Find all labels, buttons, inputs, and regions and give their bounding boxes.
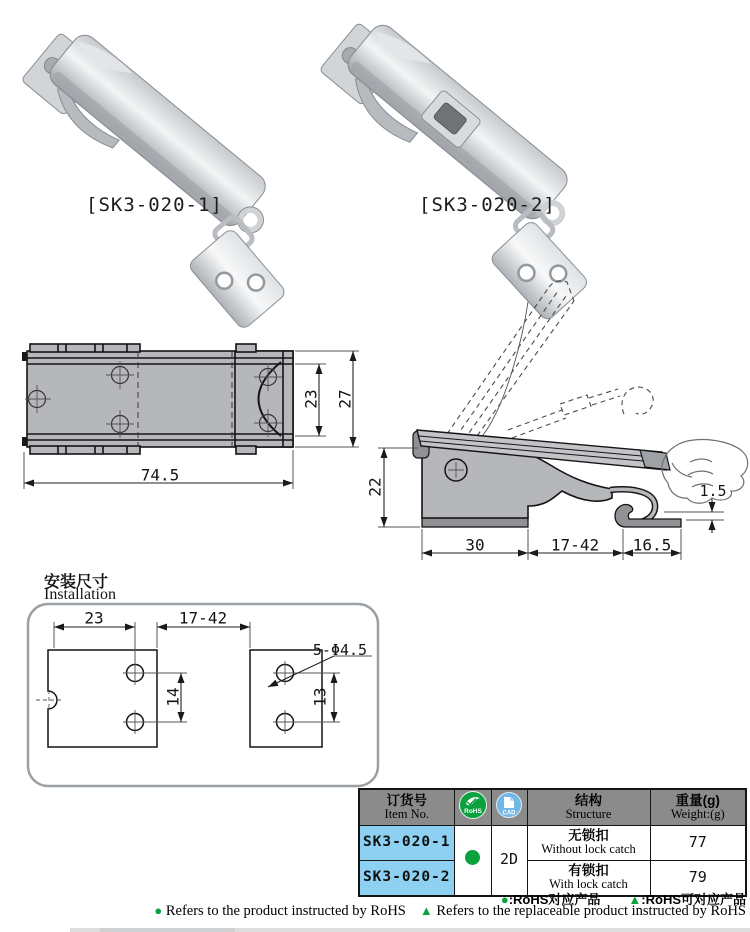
spec-table-header-row [359, 789, 746, 825]
page-bottom-edge-dark [100, 928, 235, 932]
header-structure: 结构 Structure [527, 789, 650, 825]
footnote-zh-dot-text: :RoHS对应产品 [508, 892, 601, 907]
dim-inst-left-pitch: 14 [163, 687, 183, 707]
dim-side-gap: 1.5 [699, 482, 727, 500]
footnote-en [154, 903, 746, 920]
footnote-zh-tri-text: :RoHS可对应产品 [641, 892, 746, 907]
footnote-en-dot-text: Refers to the product instructed by RoHS [165, 903, 406, 919]
structure-cell-2: 有锁扣 With lock catch [527, 860, 650, 896]
item-no-cell-1: SK3-020-1 [359, 825, 454, 860]
svg-text:CAD: CAD [502, 810, 516, 817]
product-photo-2 [288, 10, 636, 328]
dim-top-outer-height: 27 [335, 389, 355, 409]
product-label-2: [SK3-020-2] [419, 194, 556, 216]
dim-inst-hole-pitch: 23 [84, 608, 104, 628]
dim-side-base: 30 [465, 535, 485, 555]
dim-top-inner-height: 23 [301, 389, 321, 409]
green-triangle-marker-en: ▲ [419, 903, 433, 918]
footnote-en-tri-text: Refers to the replaceable product instructed by RoHS [436, 903, 746, 919]
green-triangle-marker: ▲ [628, 892, 642, 907]
structure-cell-1: 无锁扣 Without lock catch [527, 825, 650, 860]
header-item-no: 订货号 Item No. [359, 789, 454, 825]
dim-inst-right-pitch: 13 [310, 687, 330, 707]
dim-inst-hole-spec: 5-Φ4.5 [312, 641, 368, 659]
rohs-mark-cell [454, 825, 491, 896]
rohs-green-dot [465, 850, 480, 865]
dim-side-range: 17-42 [550, 535, 600, 555]
rohs-icon [458, 790, 488, 820]
dim-inst-range: 17-42 [178, 608, 228, 628]
product-label-1: [SK3-020-1] [86, 194, 223, 216]
weight-cell-1: 77 [650, 825, 746, 860]
weight-cell-2: 79 [650, 860, 746, 896]
dim-side-height: 22 [365, 477, 385, 497]
dim-side-catch: 16.5 [632, 535, 672, 555]
item-no-cell-2: SK3-020-2 [359, 860, 454, 896]
open-hook-dashed [508, 387, 653, 438]
spec-table [358, 788, 747, 897]
svg-text:RoHS: RoHS [463, 808, 482, 815]
dim-top-width: 74.5 [140, 465, 180, 485]
installation-title-en: Installation [44, 586, 116, 603]
header-rohs [454, 789, 491, 825]
installation-title-zh: 安装尺寸 [44, 574, 109, 591]
product-photo-1 [0, 20, 335, 338]
header-cad [491, 789, 527, 825]
header-weight: 重量(g) Weight:(g) [650, 789, 746, 825]
cad-type-cell: 2D [491, 825, 527, 896]
green-dot-marker-en: ● [154, 903, 163, 918]
top-view-drawing [22, 344, 359, 489]
side-view-drawing [378, 281, 748, 560]
green-dot-marker: ● [500, 892, 509, 907]
cad-icon [495, 791, 523, 819]
spec-row-1 [359, 825, 746, 860]
